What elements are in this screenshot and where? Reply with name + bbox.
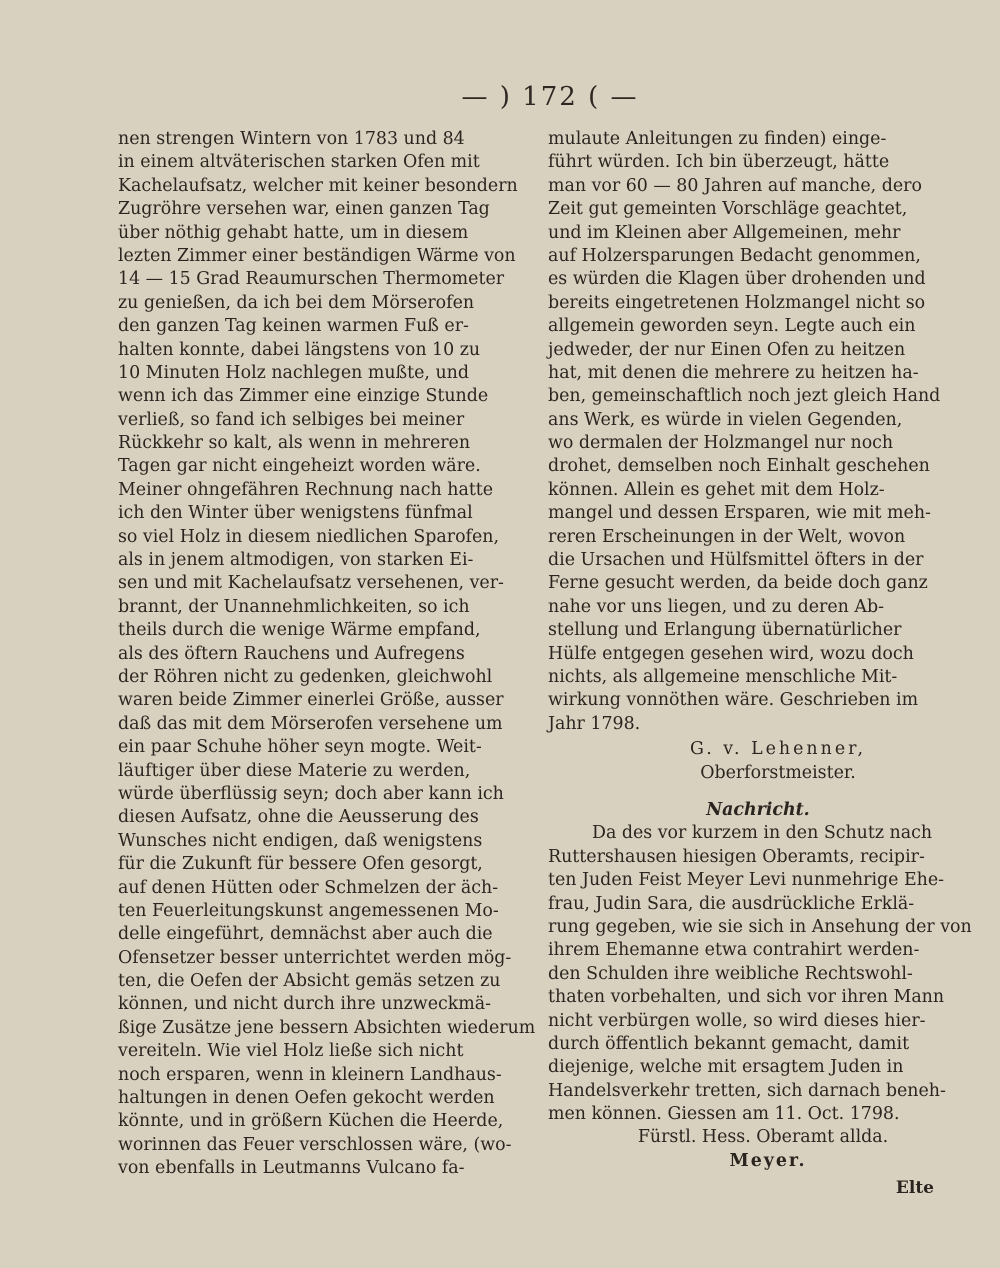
right-line: auf Holzersparungen Bedacht genommen, — [548, 245, 921, 266]
left-line: auf denen Hütten oder Schmelzen der äch- — [118, 877, 499, 898]
left-line: waren beide Zimmer einerlei Größe, ausser — [118, 690, 504, 711]
right-line: drohet, demselben noch Einhalt geschehen — [548, 456, 930, 477]
right-line: wo dermalen der Holzmangel nur noch — [548, 433, 894, 454]
left-line: 14 — 15 Grad Reaumurschen Thermometer — [118, 269, 505, 290]
notice-line: men können. Giessen am 11. Oct. 1798. — [548, 1104, 900, 1125]
left-line: den ganzen Tag keinen warmen Fuß er- — [118, 316, 469, 337]
notice-line: nicht verbürgen wolle, so wird dieses hier- — [548, 1010, 926, 1031]
left-line: noch ersparen, wenn in kleinern Landhaus- — [118, 1064, 502, 1085]
left-line: wenn ich das Zimmer eine einzige Stunde — [118, 386, 489, 407]
notice-line: den Schulden ihre weibliche Rechtswohl- — [548, 963, 913, 984]
right-line: hat, mit denen die mehrere zu heitzen ha- — [548, 362, 919, 383]
right-line: die Ursachen und Hülfsmittel öfters in der — [548, 550, 924, 571]
notice-line: Da des vor kurzem in den Schutz nach — [592, 823, 933, 844]
notice-text — [548, 822, 972, 1126]
notice-line: durch öffentlich bekannt gemacht, damit — [548, 1033, 910, 1054]
notice-line: ten Juden Feist Meyer Levi nunmehrige Ehe- — [548, 870, 945, 891]
left-line: haltungen in denen Oefen gekocht werden — [118, 1088, 495, 1109]
right-line: Zeit gut gemeinten Vorschläge geachtet, — [548, 199, 908, 220]
left-line: ßige Zusätze jene bessern Absichten wiederum — [118, 1017, 536, 1038]
left-line: verließ, so fand ich selbiges bei meiner — [118, 409, 465, 430]
right-line: nahe vor uns liegen, und zu deren Ab- — [548, 596, 884, 617]
left-line: als in jenem altmodigen, von starken Ei- — [118, 550, 474, 571]
left-line: ten, die Oefen der Absicht gemäs setzen zu — [118, 971, 501, 992]
right-line: und im Kleinen aber Allgemeinen, mehr — [548, 222, 901, 243]
left-line: können, und nicht durch ihre unzweckmä- — [118, 994, 491, 1015]
left-line: in einem altväterischen starken Ofen mit — [118, 152, 480, 173]
left-line: so viel Holz in diesem niedlichen Sparofen, — [118, 526, 500, 547]
left-line: brannt, der Unannehmlichkeiten, so ich — [118, 596, 470, 617]
right-line: ben, gemeinschaftlich noch jezt gleich Hand — [548, 386, 941, 407]
left-line: 10 Minuten Holz nachlegen mußte, und — [118, 362, 470, 383]
left-line: von ebenfalls in Leutmanns Vulcano fa- — [118, 1158, 465, 1179]
left-line: zu genießen, da ich bei dem Mörserofen — [118, 292, 475, 313]
left-line: läuftiger über diese Materie zu werden, — [118, 760, 471, 781]
left-line: theils durch die wenige Wärme empfand, — [118, 620, 481, 641]
notice-line: frau, Judin Sara, die ausdrückliche Erklä- — [548, 893, 915, 914]
left-line: worinnen das Feuer verschlossen wäre, (wo- — [118, 1134, 512, 1155]
right-line: nichts, als allgemeine menschliche Mit- — [548, 666, 898, 687]
right-line: ans Werk, es würde in vielen Gegenden, — [548, 409, 903, 430]
notice-line: rung gegeben, wie sie sich in Ansehung der von — [548, 916, 972, 937]
signature-name: G. v. Lehenner, — [689, 739, 867, 760]
right-line: Jahr 1798. — [548, 713, 641, 734]
left-line: der Röhren nicht zu gedenken, gleichwohl — [118, 666, 493, 687]
catchword: Elte — [895, 1178, 934, 1198]
left-line: lezten Zimmer einer beständigen Wärme von — [118, 245, 516, 266]
right-line: mangel und dessen Ersparen, wie mit meh- — [548, 503, 931, 524]
right-line: reren Erscheinungen in der Welt, wovon — [548, 526, 906, 547]
right-line: Hülfe entgegen gesehen wird, wozu doch — [548, 643, 914, 664]
left-line: könnte, und in größern Küchen die Heerde, — [118, 1111, 504, 1132]
left-line: Kachelaufsatz, welcher mit keiner besondern — [118, 175, 518, 196]
page-number: — ) 172 ( — — [461, 82, 639, 112]
notice-line: Handelsverkehr tretten, sich darnach beneh- — [548, 1080, 946, 1101]
left-line: ein paar Schuhe höher seyn mogte. Weit- — [118, 737, 482, 758]
left-line: Rückkehr so kalt, als wenn in mehreren — [118, 433, 471, 454]
right-column — [548, 128, 972, 1173]
right-line: man vor 60 — 80 Jahren auf manche, dero — [548, 175, 922, 196]
left-line: sen und mit Kachelaufsatz versehenen, ver- — [118, 573, 504, 594]
left-line: Ofensetzer besser unterrichtet werden mög- — [118, 947, 512, 968]
right-line: führt würden. Ich bin überzeugt, hätte — [548, 152, 890, 173]
notice-line: Ruttershausen hiesigen Oberamts, recipir- — [548, 846, 925, 867]
left-line: Meiner ohngefähren Rechnung nach hatte — [118, 479, 494, 500]
right-line: wirkung vonnöthen wäre. Geschrieben im — [548, 690, 919, 711]
notice-line: thaten vorbehalten, und sich vor ihren Mann — [548, 987, 945, 1008]
right-line: allgemein geworden seyn. Legte auch ein — [548, 316, 916, 337]
right-line: stellung und Erlangung übernatürlicher — [548, 620, 902, 641]
left-line: über nöthig gehabt hatte, um in diesem — [118, 222, 469, 243]
notice-line: diejenige, welche mit ersagtem Juden in — [548, 1057, 904, 1078]
left-line: für die Zukunft für bessere Ofen gesorgt, — [118, 854, 483, 875]
left-line: vereiteln. Wie viel Holz ließe sich nicht — [118, 1041, 464, 1062]
notice-line: ihrem Ehemanne etwa contrahirt werden- — [548, 940, 920, 961]
left-line: ich den Winter über wenigstens fünfmal — [118, 503, 473, 524]
notice-signer: Meyer. — [729, 1150, 807, 1171]
right-line: Ferne gesucht werden, da beide doch ganz — [548, 573, 928, 594]
left-line: Tagen gar nicht eingeheizt worden wäre. — [118, 456, 481, 477]
right-line: können. Allein es gehet mit dem Holz- — [548, 479, 885, 500]
left-line: nen strengen Wintern von 1783 und 84 — [118, 129, 465, 149]
left-line: delle eingeführt, demnächst aber auch die — [118, 924, 493, 945]
left-line: würde überflüssig seyn; doch aber kann ich — [118, 783, 504, 804]
signature-title: Oberforstmeister. — [700, 762, 856, 783]
left-column — [118, 128, 536, 1181]
left-line: als des öftern Rauchens und Aufregens — [118, 643, 465, 664]
notice-heading: Nachricht. — [706, 799, 810, 820]
right-line: es würden die Klagen über drohenden und — [548, 269, 926, 290]
notice-authority: Fürstl. Hess. Oberamt allda. — [637, 1127, 889, 1148]
right-line: jedweder, der nur Einen Ofen zu heitzen — [548, 339, 906, 360]
right-line: bereits eingetretenen Holzmangel nicht so — [548, 292, 926, 313]
left-line: diesen Aufsatz, ohne die Aeusserung des — [118, 807, 479, 828]
left-line: Wunsches nicht endigen, daß wenigstens — [118, 830, 483, 851]
right-column-text — [548, 128, 968, 736]
left-line: ten Feuerleitungskunst angemessenen Mo- — [118, 900, 499, 921]
right-line: mulaute Anleitungen zu finden) einge- — [548, 129, 887, 149]
left-line: Zugröhre versehen war, einen ganzen Tag — [118, 199, 490, 220]
left-line: daß das mit dem Mörserofen versehene um — [118, 713, 503, 734]
left-line: halten konnte, dabei längstens von 10 zu — [118, 339, 481, 360]
